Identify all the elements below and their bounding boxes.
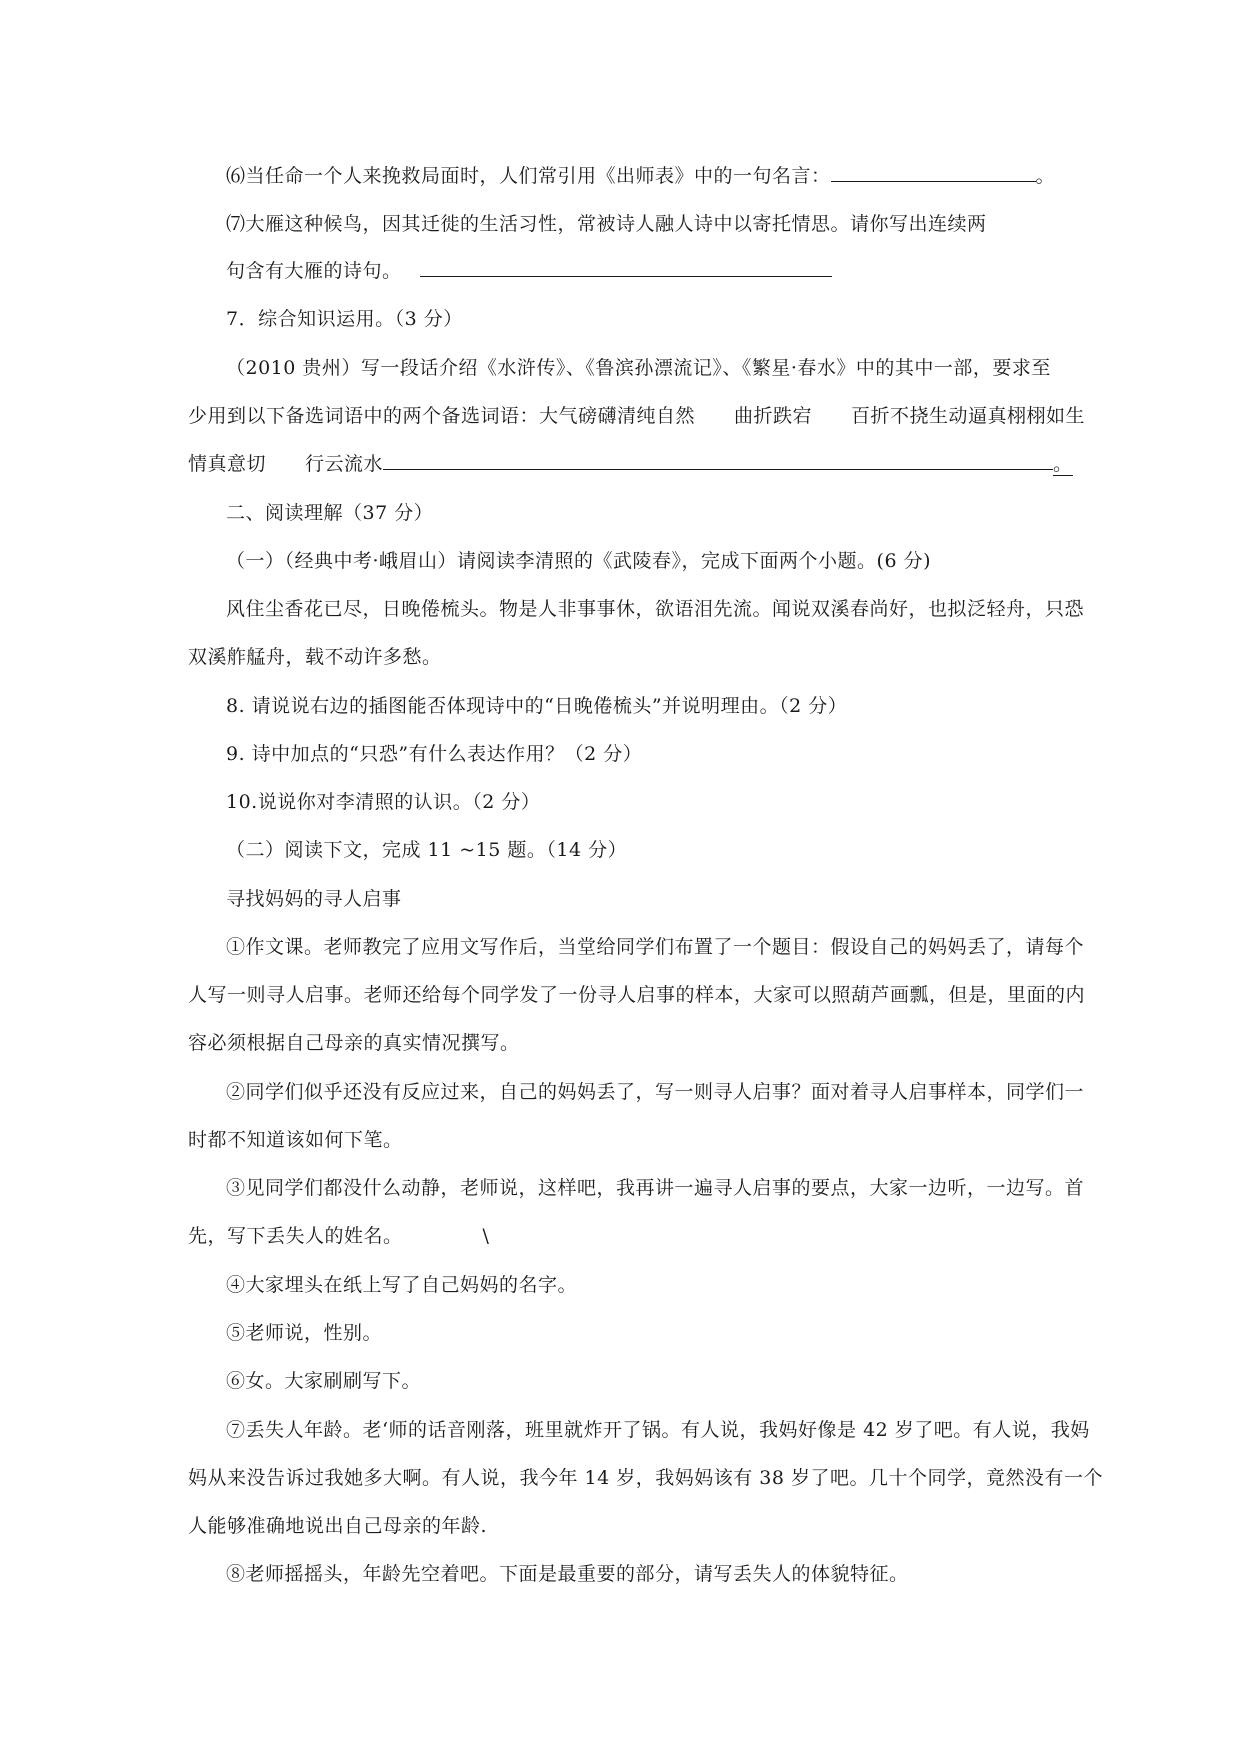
question-6-7-line2: 句含有大雁的诗句。 [226,258,832,284]
paragraph-7-line2: 妈从来没告诉过我她多大啊。有人说，我今年 14 岁，我妈妈该有 38 岁了吧。几十个同学，竟然没有一个 [188,1467,1104,1489]
part-1-heading: （一）（经典中考·峨眉山）请阅读李清照的《武陵春》，完成下面两个小题。(6 分) [226,550,931,572]
paragraph-1-line1: ①作文课。老师教完了应用文写作后，当堂给同学们布置了一个题目：假设自己的妈妈丢了，请每个 [226,936,1085,958]
answer-blank[interactable] [420,258,832,277]
question-6-7-line1: ⑺大雁这种候鸟，因其迁徙的生活习性，常被诗人融人诗中以寄托情思。请你写出连续两 [226,213,987,235]
question-7-text-line3: 情真意切 行云流水 。 [188,453,1073,475]
question-7-heading: 7．综合知识运用。（3 分） [226,308,463,330]
poem-line2: 双溪舴艋舟，载不动许多愁。 [188,646,442,668]
paragraph-4: ④大家埋头在纸上写了自己妈妈的名字。 [226,1274,578,1296]
paragraph-2-line2: 时都不知道该如何下笔。 [188,1129,403,1151]
question-9: 9. 诗中加点的“只恐”有什么表达作用？（2 分） [226,743,643,765]
paragraph-8: ⑧老师摇摇头，年龄先空着吧。下面是最重要的部分，请写丢失人的体貌特征。 [226,1563,909,1585]
paragraph-7-line3: 人能够准确地说出自己母亲的年龄. [188,1515,488,1537]
paragraph-1-line3: 容必须根据自己母亲的真实情况撰写。 [188,1032,520,1054]
paragraph-3-line2: 先，写下丢失人的姓名。 \ [188,1225,490,1247]
part-2-heading: （二）阅读下文，完成 11 ~15 题。（14 分） [226,839,628,861]
paragraph-5: ⑤老师说，性别。 [226,1322,383,1344]
paragraph-3-line1: ③见同学们都没什么动静，老师说，这样吧，我再讲一遍寻人启事的要点，大家一边听，一边写。首 [226,1177,1085,1199]
article-title: 寻找妈妈的寻人启事 [226,888,402,910]
paragraph-7-line1: ⑦丢失人年龄。老‘师的话音刚落，班里就炸开了锅。有人说，我妈好像是 42 岁了吧。有人说，我妈 [226,1419,1090,1441]
question-10: 10.说说你对李清照的认识。（2 分） [226,791,541,813]
question-8: 8. 请说说右边的插图能否体现诗中的“日晚倦梳头”并说明理由。（2 分） [226,695,848,717]
section-2-heading: 二、阅读理解（37 分） [226,502,434,524]
answer-blank[interactable] [831,163,1036,182]
question-7-text-line1: （2010 贵州）写一段话介绍《水浒传》、《鲁滨孙漂流记》、《繁星·春水》中的其中一部，要求至 [226,357,1051,379]
question-6-6: ⑹当任命一个人来挽救局面时，人们常引用《出师表》中的一句名言： 。 [226,165,1056,187]
poem-line1: 风住尘香花已尽，日晚倦梳头。物是人非事事休，欲语泪先流。闻说双溪春尚好，也拟泛轻舟，只恐 [226,598,1085,620]
answer-blank[interactable] [383,451,1053,470]
paragraph-2-line1: ②同学们似乎还没有反应过来，自己的妈妈丢了，写一则寻人启事？面对着寻人启事样本，同学们一 [226,1081,1085,1103]
question-7-text-line2: 少用到以下备选词语中的两个备选词语：大气磅礴清纯自然 曲折跌宕 百折不挠生动逼真栩栩如生 [188,405,1086,427]
paragraph-6: ⑥女。大家刷刷写下。 [226,1370,422,1392]
paragraph-1-line2: 人写一则寻人启事。老师还给每个同学发了一份寻人启事的样本，大家可以照葫芦画瓢，但是，里面的内 [188,984,1086,1006]
stray-mark: \ [482,1225,490,1247]
